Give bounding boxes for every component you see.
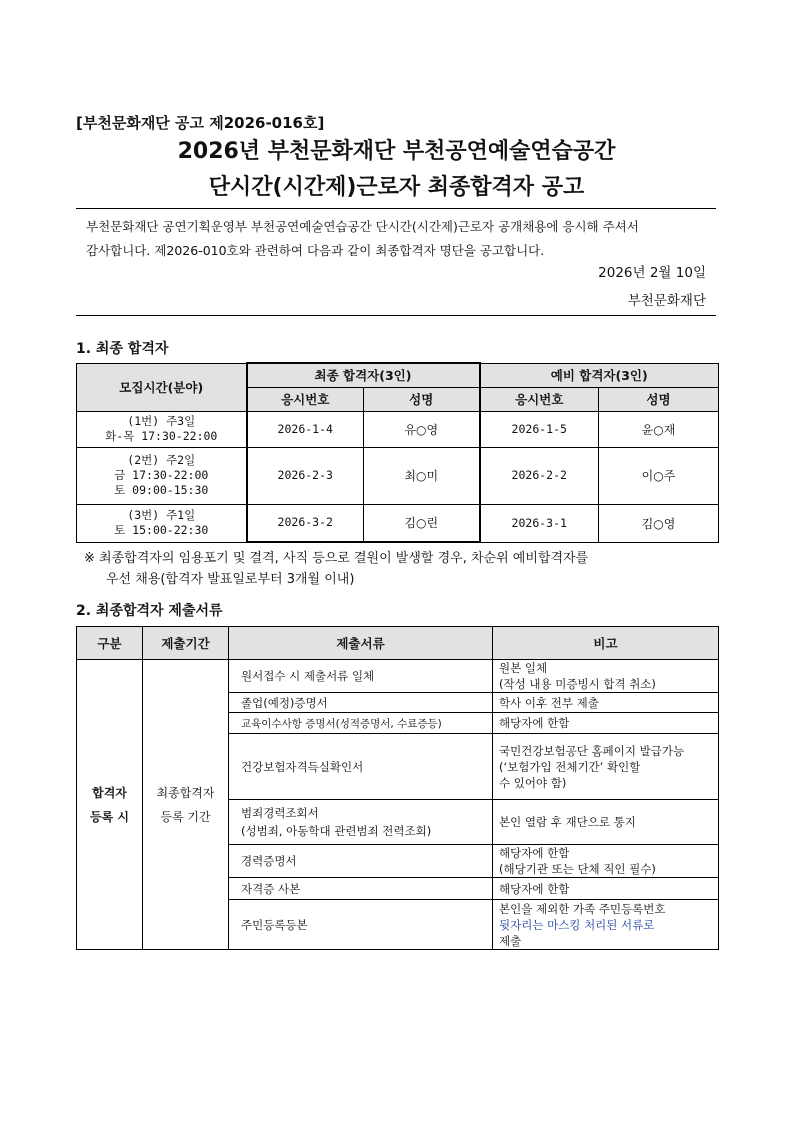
- notice-number: [부천문화재단 공고 제2026-016호]: [76, 114, 325, 132]
- document-cell: 졸업(예정)증명서: [229, 693, 493, 713]
- category-line: 합격자: [92, 785, 127, 800]
- page-title-line1: 2026년 부천문화재단 부천공연예술연습공간: [177, 139, 616, 164]
- notice-date: 2026년 2월 10일: [598, 265, 706, 281]
- time-cell: [77, 411, 247, 447]
- remark-cell: [493, 845, 719, 878]
- table-row: [77, 411, 719, 447]
- time-line: 금 17:30-22:00: [114, 468, 209, 482]
- remark-cell: 본인 열람 후 재단으로 통지: [493, 800, 719, 845]
- document-cell: 자격증 사본: [229, 878, 493, 900]
- reserve-exam-no: 2026-1-5: [480, 411, 599, 447]
- remark-cell: [493, 660, 719, 693]
- period-line: 최종합격자: [156, 785, 215, 800]
- col-header-final-exam-no: 응시번호: [247, 387, 364, 411]
- col-header-time: 모집시간(분야): [77, 363, 247, 411]
- time-line: (2번) 주2일: [127, 453, 196, 467]
- category-line: 등록 시: [90, 809, 129, 824]
- period-cell: [143, 660, 229, 950]
- period-line: 등록 기간: [160, 809, 211, 824]
- reserve-exam-no: 2026-3-1: [480, 504, 599, 542]
- remark-line: (작성 내용 미증빙시 합격 취소): [499, 677, 656, 691]
- col-header-reserve-name: 성명: [599, 387, 719, 411]
- footnote-line: ※ 최종합격자의 임용포기 및 결격, 사직 등으로 결원이 발생할 경우, 차순위 예비합격자를: [84, 551, 589, 566]
- col-header-documents: 제출서류: [229, 627, 493, 660]
- remark-line: 본인을 제외한 가족 주민등록번호: [499, 901, 666, 916]
- time-cell: [77, 447, 247, 504]
- organization-name: 부천문화재단: [627, 293, 706, 309]
- section2-heading: 2. 최종합격자 제출서류: [76, 603, 223, 619]
- reserve-name: 이○주: [599, 447, 719, 504]
- document-line: 범죄경력조회서: [241, 806, 319, 820]
- intro-line: 감사합니다. 제2026-010호와 관련하여 다음과 같이 최종합격자 명단을 공고합니다.: [86, 243, 545, 258]
- table-row: [77, 504, 719, 542]
- section1-heading: 1. 최종 합격자: [76, 341, 169, 357]
- document-line: (성범죄, 아동학대 관련범죄 전력조회): [241, 824, 432, 838]
- intro-box: [76, 208, 716, 316]
- final-name: 유○영: [364, 411, 480, 447]
- group-header-reserve: 예비 합격자(3인): [480, 363, 719, 387]
- remark-line: 뒷자리는 마스킹 처리된 서류로: [499, 917, 655, 932]
- col-header-reserve-exam-no: 응시번호: [480, 387, 599, 411]
- footnote: [84, 548, 724, 590]
- remark-line: (‘보험가입 전체기간’ 확인할: [499, 759, 641, 774]
- remark-cell: [493, 900, 719, 950]
- final-name: 최○미: [364, 447, 480, 504]
- remark-cell: [493, 734, 719, 800]
- remark-line: 제출: [499, 933, 522, 948]
- final-exam-no: 2026-1-4: [247, 411, 364, 447]
- intro-line: 부천문화재단 공연기획운영부 부천공연예술연습공간 단시간(시간제)근로자 공개채용에 응시해 주셔서: [86, 219, 639, 234]
- final-candidates-table: [76, 362, 719, 543]
- col-header-final-name: 성명: [364, 387, 480, 411]
- remark-line: 국민건강보험공단 홈페이지 발급가능: [499, 743, 685, 758]
- category-cell: [77, 660, 143, 950]
- reserve-name: 김○영: [599, 504, 719, 542]
- time-line: (1번) 주3일: [127, 414, 196, 428]
- remark-cell: 해당자에 한함: [493, 713, 719, 734]
- document-cell: 원서접수 시 제출서류 일체: [229, 660, 493, 693]
- reserve-name: 윤○재: [599, 411, 719, 447]
- intro-text: [86, 215, 714, 263]
- remark-cell: 학사 이후 전부 제출: [493, 693, 719, 713]
- time-line: 토 15:00-22:30: [114, 523, 209, 537]
- time-line: 화-목 17:30-22:00: [105, 429, 218, 443]
- document-cell: 주민등록등본: [229, 900, 493, 950]
- final-exam-no: 2026-3-2: [247, 504, 364, 542]
- final-exam-no: 2026-2-3: [247, 447, 364, 504]
- remark-line: (해당기관 또는 단체 직인 필수): [499, 862, 656, 876]
- time-line: (3번) 주1일: [127, 508, 196, 522]
- remark-line: 원본 일체: [499, 661, 548, 675]
- document-cell: 교육이수사항 증명서(성적증명서, 수료증등): [229, 713, 493, 734]
- time-line: 토 09:00-15:30: [114, 483, 209, 497]
- page-title-line2: 단시간(시간제)근로자 최종합격자 공고: [208, 175, 585, 200]
- time-cell: [77, 504, 247, 542]
- document-cell: 경력증명서: [229, 845, 493, 878]
- table-row: [77, 447, 719, 504]
- col-header-remarks: 비고: [493, 627, 719, 660]
- col-header-category: 구분: [77, 627, 143, 660]
- group-header-final: 최종 합격자(3인): [247, 363, 480, 387]
- document-cell: 건강보험자격득실확인서: [229, 734, 493, 800]
- documents-table: [76, 626, 719, 950]
- remark-line: 수 있어야 함): [499, 775, 567, 790]
- footnote-line: 우선 채용(합격자 발표일로부터 3개월 이내): [106, 572, 355, 587]
- reserve-exam-no: 2026-2-2: [480, 447, 599, 504]
- remark-line: 해당자에 한함: [499, 846, 570, 860]
- col-header-period: 제출기간: [143, 627, 229, 660]
- table-row: [77, 660, 719, 693]
- final-name: 김○린: [364, 504, 480, 542]
- document-cell: [229, 800, 493, 845]
- remark-cell: 해당자에 한함: [493, 878, 719, 900]
